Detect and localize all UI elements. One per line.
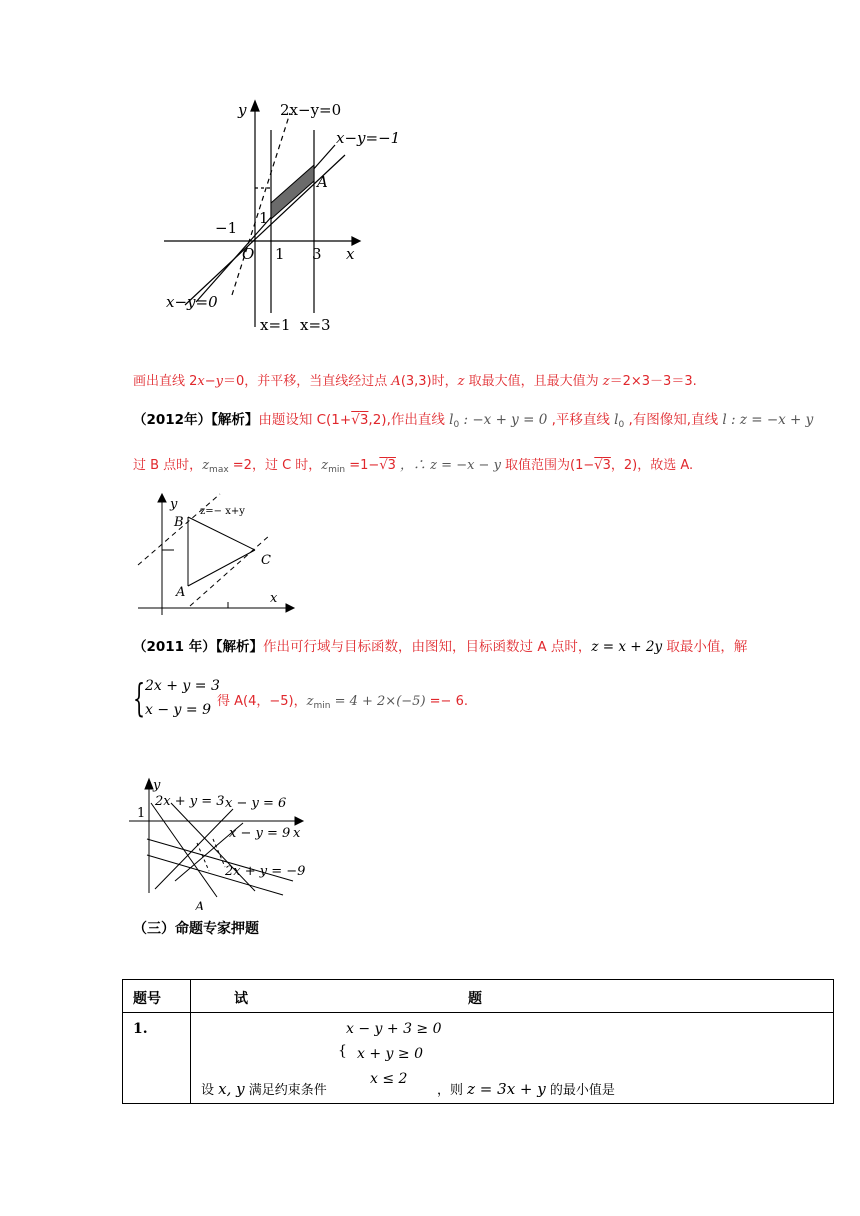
text: ，2)，故选 A. <box>610 458 694 473</box>
label-2x-plus-y-3: 2x + y = 3 <box>155 794 225 809</box>
solution-2012-paragraph <box>133 411 813 434</box>
label-x-minus-y-neg1: x−y=−1 <box>336 129 400 147</box>
text: ＝2×3－3＝3. <box>609 374 697 389</box>
table-row <box>123 1013 834 1104</box>
question-number: 1. <box>123 1013 191 1104</box>
subscript-min: min <box>328 465 346 475</box>
text: =− 6. <box>425 694 468 709</box>
var-x: x <box>197 374 205 389</box>
objective-line-label: z=− x+y <box>200 506 245 517</box>
point-a: A <box>391 374 401 389</box>
sqrt-value: 3 <box>359 412 369 428</box>
objective-equation: z = x + 2y <box>591 639 663 655</box>
text: ，则 <box>437 1083 468 1098</box>
subscript: 0 <box>618 420 625 430</box>
x-axis-label: x <box>293 826 301 841</box>
text: =2，过 C 时， <box>228 458 322 473</box>
tick-neg1: −1 <box>215 219 238 237</box>
text: ,2),作出直线 <box>368 412 450 428</box>
sqrt-symbol: √3 <box>594 458 611 473</box>
y-axis-label: y <box>153 778 161 793</box>
feasible-region <box>271 165 314 219</box>
y-axis-label: y <box>170 497 178 512</box>
label-x-eq-1: x=1 <box>260 316 291 334</box>
edge-bc <box>188 517 255 550</box>
x-axis-arrow <box>286 604 294 612</box>
var-z: z <box>202 458 210 473</box>
text: 的最小值是 <box>545 1083 615 1098</box>
constraint-1: x − y + 3 ≥ 0 <box>346 1021 442 1037</box>
text: 设 <box>201 1083 219 1098</box>
text: 得 A(4，−5)， <box>217 694 307 709</box>
text: 取值范围为(1− <box>500 458 595 473</box>
x-axis-arrow <box>295 817 303 825</box>
x-axis-label: x <box>270 591 278 606</box>
label-x-minus-y-6: x − y = 6 <box>225 796 287 811</box>
tick-x-1: 1 <box>275 245 285 263</box>
y-axis-arrow <box>145 779 153 789</box>
constraint-3: x ≤ 2 <box>370 1071 408 1087</box>
constraint-brace: { <box>338 1043 347 1059</box>
solution-2013-paragraph <box>133 373 697 391</box>
analysis-tag: 【解析】 <box>215 639 264 655</box>
equation: ，∴ z = −x − y <box>395 458 501 473</box>
constraint-2: x + y ≥ 0 <box>357 1046 423 1062</box>
header-question-char-2: 题 <box>468 991 482 1007</box>
text: (3,3)时， <box>400 374 458 389</box>
graph-1 <box>160 95 400 335</box>
year-label: （2011 年） <box>133 639 216 655</box>
text: 作出可行域与目标函数，由图知，目标函数过 A 点时， <box>263 639 592 655</box>
analysis-tag: 【解析】 <box>211 412 259 428</box>
tick-y-1: 1 <box>137 806 146 821</box>
question-table <box>122 979 834 1104</box>
origin-label: O <box>242 245 255 263</box>
y-axis-arrow <box>251 101 259 111</box>
question-text <box>201 1079 327 1098</box>
graph-3 <box>125 775 315 910</box>
text: 由题设知 C(1+ <box>258 412 352 428</box>
tick-y-1: 1 <box>259 209 269 227</box>
x-axis-label: x <box>346 245 355 263</box>
subscript-max: max <box>209 465 229 475</box>
table-header-row <box>123 980 834 1013</box>
header-question <box>191 980 834 1013</box>
text: =1− <box>345 458 380 473</box>
question-text-tail <box>437 1079 615 1098</box>
var-l: l <box>449 412 454 428</box>
label-x-minus-y-0: x−y=0 <box>166 293 218 311</box>
point-b-label: B <box>174 515 184 530</box>
text: 取最小值，解 <box>662 639 748 655</box>
label-x-minus-y-9: x − y = 9 <box>229 826 291 841</box>
text: 取最大值，且最大值为 <box>464 374 603 389</box>
equation-l0: : −x + y = 0 <box>459 412 548 428</box>
tick-x-3: 3 <box>312 245 322 263</box>
equation-l: l : z = −x + y <box>722 412 814 428</box>
point-a-label: A <box>317 173 328 191</box>
label-2x-minus-y-0: 2x−y=0 <box>280 101 342 119</box>
var-l: l <box>614 412 619 428</box>
subscript-min: min <box>313 701 331 711</box>
sqrt-symbol: √3 <box>351 412 369 428</box>
text: − <box>204 374 216 389</box>
system-brace: { <box>133 676 146 720</box>
label-x-eq-3: x=3 <box>300 316 331 334</box>
point-a-label: A <box>176 585 186 600</box>
var-z: z <box>321 458 329 473</box>
text: ,平移直线 <box>547 412 615 428</box>
system-eq-1: 2x + y = 3 <box>145 678 220 694</box>
solution-2012-paragraph-cont <box>133 457 693 479</box>
system-result <box>217 693 468 715</box>
variables: x, y <box>218 1080 245 1098</box>
header-question-char-1: 试 <box>234 991 248 1007</box>
x-axis-arrow <box>352 237 360 245</box>
question-content <box>191 1013 834 1104</box>
y-axis-arrow <box>158 494 166 502</box>
section-title: （三）命题专家押题 <box>133 921 259 937</box>
objective-function: z = 3x + y <box>467 1080 546 1098</box>
var-z: z <box>306 694 314 709</box>
text: ＝0，并平移，当直线经过点 <box>223 374 392 389</box>
solution-2011-paragraph <box>133 638 747 656</box>
var-z: z <box>602 374 610 389</box>
subscript: 0 <box>453 420 460 430</box>
text: 过 B 点时， <box>133 458 203 473</box>
header-number: 题号 <box>123 980 191 1013</box>
text: 满足约束条件 <box>244 1083 327 1098</box>
graph-2 <box>130 490 300 620</box>
var-y: y <box>215 374 224 389</box>
label-2x-plus-y-neg9: 2x + y = −9 <box>225 864 306 879</box>
year-label: （2012年） <box>133 412 212 428</box>
calculation: = 4 + 2×(−5) <box>330 694 426 709</box>
sqrt-value: 3 <box>602 458 611 473</box>
point-a-label: A <box>195 900 205 910</box>
system-eq-2: x − y = 9 <box>145 702 211 718</box>
sqrt-value: 3 <box>387 458 396 473</box>
text: ,有图像知,直线 <box>624 412 723 428</box>
point-c-label: C <box>261 553 271 568</box>
dashed-line-lower <box>190 535 270 606</box>
sqrt-symbol: √3 <box>379 458 396 473</box>
edge-ac <box>188 550 255 586</box>
var-z: z <box>457 374 465 389</box>
text: 画出直线 2 <box>133 374 198 389</box>
y-axis-label: y <box>238 101 247 119</box>
